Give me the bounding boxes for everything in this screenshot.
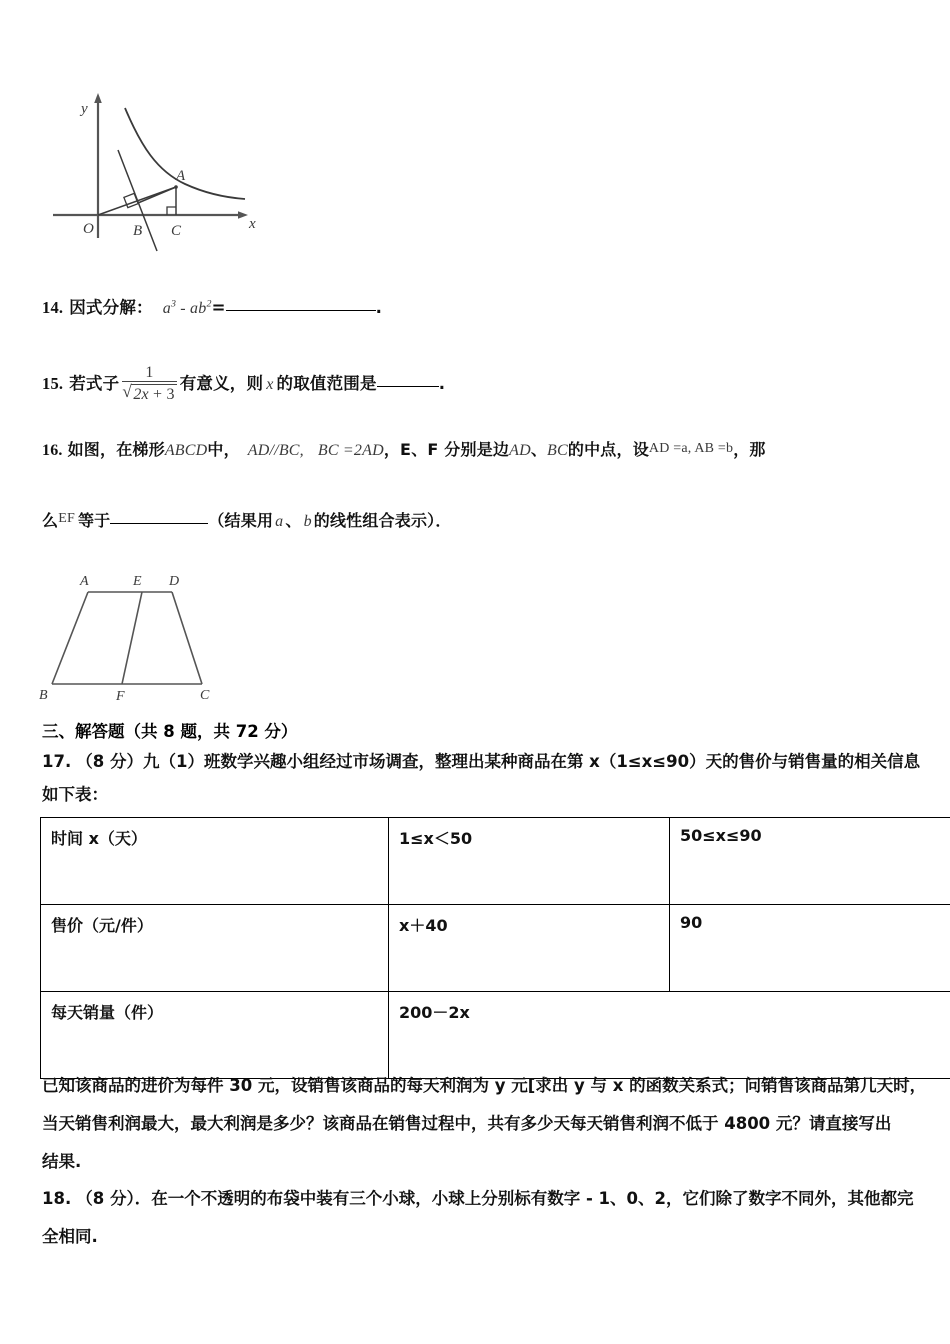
origin-label: O: [83, 221, 94, 237]
question-14-prompt: 因式分解：: [69, 298, 153, 317]
fraction-denominator: √ 2x + 3: [122, 382, 176, 405]
trapezoid-ABCD-figure: [30, 562, 265, 707]
q16-ad: AD: [509, 442, 531, 459]
trapezoid-label-E: E: [133, 574, 142, 589]
table-cell-row1-label: 时间 x（天）: [41, 818, 389, 905]
question-15-prompt: 若式子: [69, 374, 120, 393]
question-15-tail-a: 有意义，则: [179, 374, 264, 393]
question-17-line-1: [42, 748, 920, 772]
table-cell-row1-col3: 50≤x≤90: [670, 818, 950, 905]
trapezoid-label-F: F: [116, 689, 125, 704]
question-15-period: .: [438, 374, 446, 393]
q16-bc: BC: [547, 442, 568, 459]
q16-ef: EF: [58, 511, 75, 526]
q16-vector-assignment: AD =a, AB =b: [648, 441, 734, 456]
table-row: [41, 818, 950, 905]
q16-l2-text-a: 么: [42, 511, 59, 530]
q16-var-a: a: [275, 513, 284, 530]
hyperbola-svg: [45, 88, 305, 253]
q16-condition-bc: BC =2AD: [317, 442, 384, 459]
question-17-followup-line-1: 已知该商品的进价为每件 30 元，设销售该商品的每天利润为 y 元[求出 y 与 x 的函数关系式；问销售该商品第几天时，: [42, 1076, 927, 1095]
question-17-number: 17.: [42, 752, 72, 771]
question-14-number: 14.: [42, 298, 64, 317]
q16-text-d: 的中点，设: [567, 440, 649, 459]
table-cell-row3-label: 每天销量（件）: [41, 992, 389, 1079]
table-cell-row2-col3: 90: [670, 905, 950, 992]
trapezoid-label-B: B: [39, 688, 48, 703]
q16-l2-text-c: （结果用: [208, 511, 274, 530]
table-cell-row2-label: 售价（元/件）: [41, 905, 389, 992]
question-16-line-2: [42, 508, 452, 531]
q16-l2-dun: 、: [285, 511, 302, 530]
table-row: [41, 905, 950, 992]
question-14-expression: $a^3 - ab^2$: [162, 298, 212, 317]
q16-l2-text-d: 的线性组合表示）．: [313, 511, 452, 530]
trapezoid-label-D: D: [169, 574, 180, 589]
question-14-period: .: [375, 298, 383, 317]
table-cell-row1-col2: 1≤x＜50: [389, 818, 670, 905]
trapezoid-svg: [30, 562, 265, 707]
y-axis-label: y: [81, 101, 88, 117]
x-axis-label: x: [249, 216, 256, 232]
question-15: [42, 365, 445, 405]
q16-condition-parallel: AD//BC,: [247, 442, 304, 459]
trapezoid-label-C: C: [200, 688, 210, 703]
q16-l2-text-b: 等于: [77, 511, 111, 530]
question-16-line-1: [42, 437, 766, 460]
question-17-stem: （8 分）九（1）班数学兴趣小组经过市场调查，整理出某种商品在第 x（1≤x≤90）天的售价与销售量的相关信息: [76, 752, 921, 771]
table-cell-row3-merged: 200－2x: [389, 992, 950, 1079]
section-3-heading: 三、解答题（共 8 题，共 72 分）: [42, 722, 298, 741]
question-14: [42, 294, 382, 318]
question-15-tail-b: 的取值范围是: [276, 374, 377, 393]
question-14-equals: =: [211, 298, 226, 317]
q16-var-b: b: [303, 513, 312, 530]
question-17-line-2: 如下表：: [42, 785, 108, 804]
question-18-line-1: [42, 1185, 914, 1209]
question-18-number: 18.: [42, 1189, 72, 1208]
question-17-followup-line-2: 当天销售利润最大，最大利润是多少？该商品在销售过程中，共有多少天每天销售利润不低于 4800 元？请直接写出: [42, 1114, 892, 1133]
q16-text-a: 如图，在梯形: [67, 440, 165, 459]
point-b-label: B: [133, 223, 143, 239]
price-sales-table: [40, 817, 950, 1079]
q16-dun: 、: [530, 440, 548, 459]
q16-text-c: ，E、F 分别是边: [383, 440, 510, 459]
fraction-numerator: 1: [122, 365, 176, 382]
question-16-answer-blank[interactable]: [110, 523, 208, 524]
hyperbola-coordinate-figure: [45, 88, 305, 253]
q16-abcd: ABCD: [164, 442, 208, 459]
question-17-followup-line-3: 结果.: [42, 1152, 82, 1171]
question-15-variable: x: [266, 376, 274, 393]
question-18-stem: （8 分）．在一个不透明的布袋中装有三个小球，小球上分别标有数字 - 1、0、2，它们除了数字不同外，其他都完: [76, 1189, 914, 1208]
point-a-label: A: [176, 168, 186, 184]
q16-text-e: ，那: [733, 440, 766, 459]
q16-text-b: 中，: [207, 440, 240, 459]
question-16-number: 16.: [42, 442, 63, 459]
question-15-answer-blank[interactable]: [377, 386, 439, 387]
question-15-fraction: [122, 365, 176, 405]
table-row: [41, 992, 950, 1079]
table-cell-row2-col2: x＋40: [389, 905, 670, 992]
trapezoid-label-A: A: [80, 574, 89, 589]
point-c-label: C: [171, 223, 182, 239]
question-15-number: 15.: [42, 374, 64, 393]
question-18-line-2: 全相同.: [42, 1227, 98, 1246]
question-14-answer-blank[interactable]: [226, 310, 376, 311]
